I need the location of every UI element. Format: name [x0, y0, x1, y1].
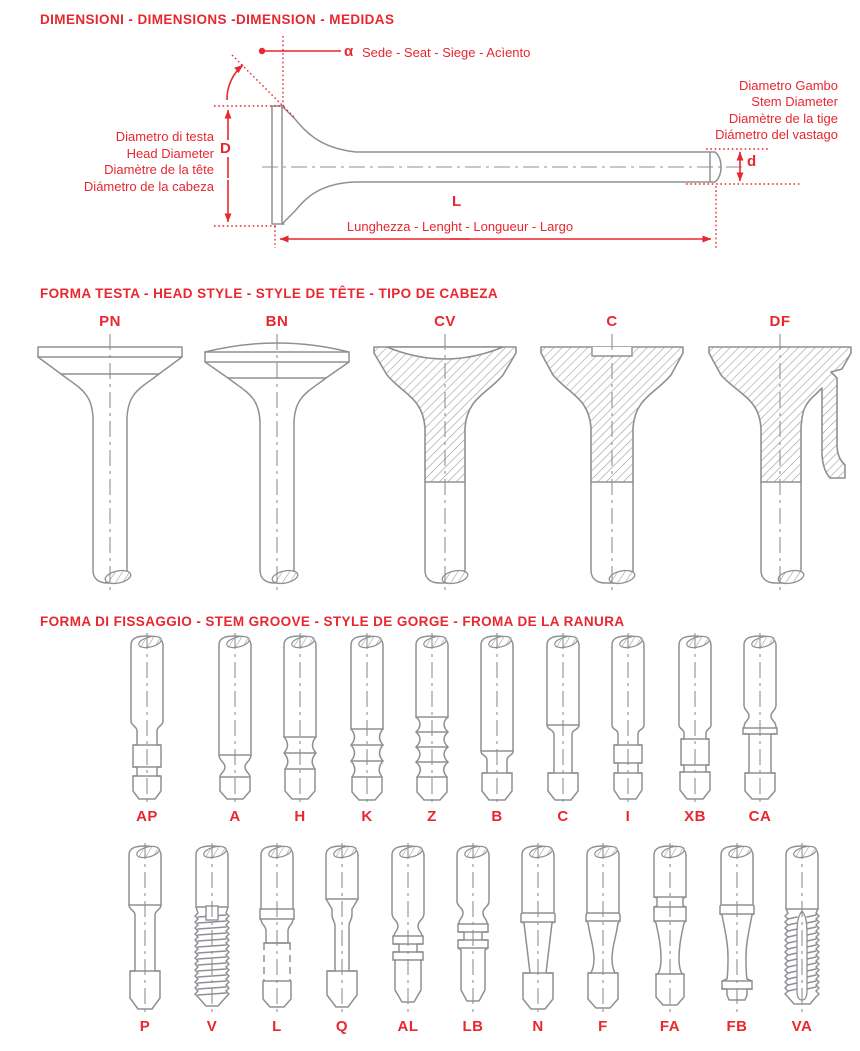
stem-groove-z — [402, 633, 462, 825]
stem-groove-label: AP — [136, 808, 158, 825]
stem-diameter-label-fr: Diamètre de la tige — [728, 110, 838, 126]
stem-groove-label: Q — [335, 1018, 349, 1035]
stem-groove-figure-al — [378, 843, 438, 1015]
stem-groove-label: VA — [791, 1018, 813, 1035]
stem-groove-n — [508, 843, 568, 1035]
stem-groove-k — [337, 633, 397, 825]
stem-groove-h — [270, 633, 330, 825]
dimensions-title: DIMENSIONI - DIMENSIONS -DIMENSION - MEDIDAS — [40, 12, 395, 27]
seat-angle-arc — [227, 65, 243, 100]
stem-groove-figure-i — [598, 633, 658, 805]
head-diameter-symbol: D — [220, 140, 231, 157]
stem-diameter-label-en: Stem Diameter — [751, 94, 838, 110]
head-style-cv — [365, 313, 525, 594]
stem-groove-figure-p — [115, 843, 175, 1015]
stem-grooves-title: FORMA DI FISSAGGIO - STEM GROOVE - STYLE DE GORGE - FROMA DE LA RANURA — [40, 614, 625, 629]
stem-groove-figure-z — [402, 633, 462, 805]
head-diameter-label-it: Diametro di testa — [115, 129, 214, 144]
stem-groove-figure-k — [337, 633, 397, 805]
stem-groove-i — [598, 633, 658, 825]
head-style-pn — [30, 313, 190, 594]
stem-groove-xb — [665, 633, 725, 825]
stem-groove-label: FB — [726, 1018, 748, 1035]
stem-groove-label: AL — [397, 1018, 419, 1035]
length-symbol: L — [452, 193, 462, 210]
stem-groove-c — [533, 633, 593, 825]
stem-groove-ap — [117, 633, 177, 825]
head-style-label: DF — [769, 313, 791, 330]
stem-groove-figure-n — [508, 843, 568, 1015]
stem-groove-label: N — [532, 1018, 544, 1035]
head-style-label: CV — [434, 313, 456, 330]
stem-groove-figure-b — [467, 633, 527, 805]
length-label: Lunghezza - Lenght - Longueur - Largo — [346, 219, 574, 234]
dimension-arrows — [227, 48, 740, 239]
head-style-figure-bn — [202, 330, 352, 594]
stem-groove-figure-fa — [640, 843, 700, 1015]
head-diameter-labels — [30, 129, 214, 195]
head-style-figure-pn — [35, 330, 185, 594]
stem-groove-figure-q — [312, 843, 372, 1015]
head-style-figure-df — [705, 330, 855, 594]
seat-label: Sede - Seat - Siege - Acìento — [362, 45, 531, 60]
stem-groove-label: LB — [462, 1018, 484, 1035]
stem-groove-figure-c — [533, 633, 593, 805]
head-style-label: PN — [99, 313, 121, 330]
head-style-label: C — [606, 313, 618, 330]
stem-groove-figure-v — [182, 843, 242, 1015]
stem-diameter-label-es: Diámetro del vastago — [715, 126, 838, 142]
stem-groove-figure-h — [270, 633, 330, 805]
stem-groove-label: Z — [427, 808, 437, 825]
stem-groove-label: K — [361, 808, 373, 825]
stem-groove-fb — [707, 843, 767, 1035]
head-style-label: BN — [265, 313, 289, 330]
stem-groove-va — [772, 843, 832, 1035]
stem-groove-label: L — [272, 1018, 282, 1035]
stem-groove-al — [378, 843, 438, 1035]
stem-diameter-symbol: d — [747, 153, 757, 170]
stem-groove-label: C — [557, 808, 569, 825]
stem-groove-l — [247, 843, 307, 1035]
stem-diameter-labels — [650, 78, 838, 143]
stem-groove-figure-ca — [730, 633, 790, 805]
stem-groove-p — [115, 843, 175, 1035]
stem-cut-face — [777, 568, 805, 585]
seat-angle-symbol: α — [344, 43, 354, 60]
stem-groove-v — [182, 843, 242, 1035]
stem-groove-label: I — [625, 808, 631, 825]
stem-groove-label: F — [598, 1018, 608, 1035]
stem-groove-figure-f — [573, 843, 633, 1015]
stem-groove-figure-lb — [443, 843, 503, 1015]
stem-groove-figure-xb — [665, 633, 725, 805]
head-diameter-label-fr: Diamètre de la tête — [104, 162, 214, 177]
head-diameter-label-en: Head Diameter — [126, 145, 214, 161]
stem-groove-figure-ap — [117, 633, 177, 805]
stem-groove-a — [205, 633, 265, 825]
stem-groove-label: XB — [684, 808, 706, 825]
stem-groove-ca — [730, 633, 790, 825]
head-styles-title: FORMA TESTA - HEAD STYLE - STYLE DE TÊTE - TIPO DE CABEZA — [40, 286, 499, 301]
stem-groove-label: H — [294, 808, 306, 825]
stem-groove-label: V — [206, 1018, 218, 1035]
head-style-c — [532, 313, 692, 594]
head-diameter-label-es: Diámetro de la cabeza — [83, 178, 214, 194]
stem-groove-figure-fb — [707, 843, 767, 1015]
stem-groove-figure-a — [205, 633, 265, 805]
stem-groove-figure-l — [247, 843, 307, 1015]
stem-groove-figure-va — [772, 843, 832, 1015]
stem-groove-label: A — [229, 808, 241, 825]
stem-groove-label: B — [491, 808, 503, 825]
stem-groove-q — [312, 843, 372, 1035]
seat-angle-dot — [259, 48, 265, 54]
stem-groove-label: CA — [748, 808, 772, 825]
head-style-figure-cv — [370, 330, 520, 594]
stem-groove-f — [573, 843, 633, 1035]
stem-cut-face — [271, 568, 299, 585]
stem-groove-fa — [640, 843, 700, 1035]
stem-diameter-label-it: Diametro Gambo — [739, 78, 838, 93]
head-style-df — [700, 313, 860, 594]
stem-groove-label: P — [139, 1018, 151, 1035]
head-style-figure-c — [537, 330, 687, 594]
stem-groove-lb — [443, 843, 503, 1035]
stem-cut-face — [104, 568, 132, 585]
stem-groove-label: FA — [659, 1018, 681, 1035]
head-style-bn — [197, 313, 357, 594]
stem-groove-b — [467, 633, 527, 825]
